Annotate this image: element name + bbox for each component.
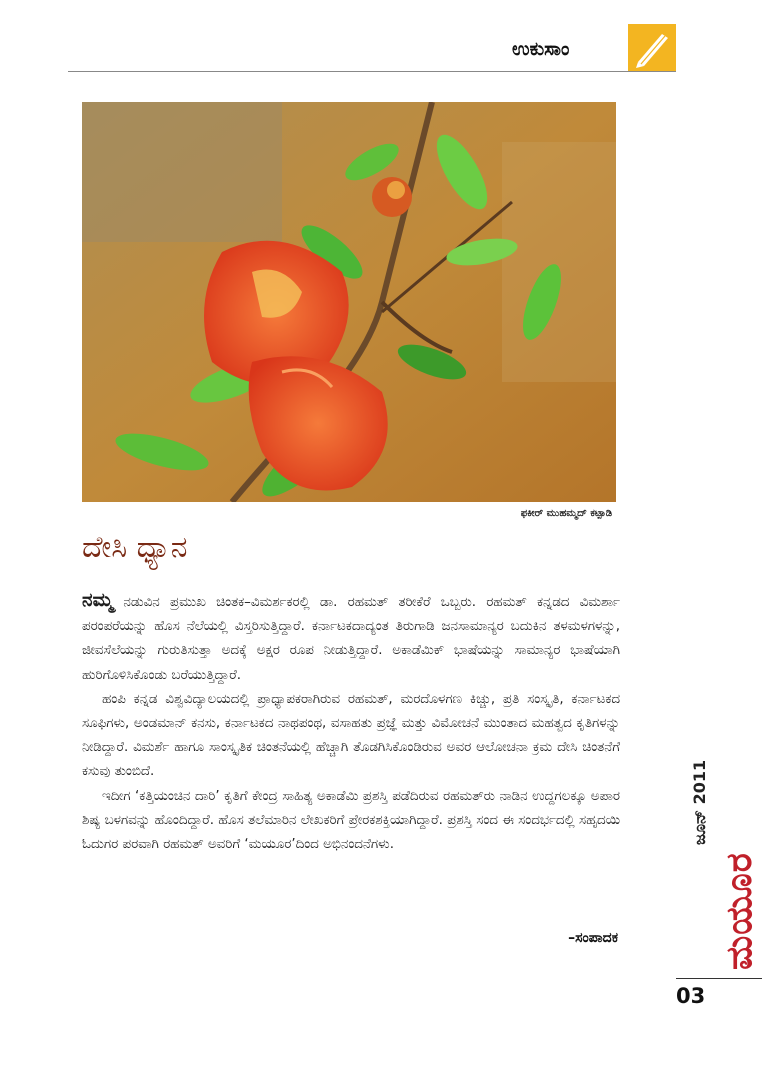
section-label: ಉಕುಸಾಂ	[512, 38, 570, 60]
issue-date: ಜೂನ್ 2011	[690, 759, 709, 845]
sidebar-rule	[676, 978, 762, 979]
photo-credit: ಫಕೀರ್ ಮುಹಮ್ಮದ್ ಕಟ್ಪಾಡಿ	[520, 508, 612, 519]
magazine-name: ಮಯೂರ	[719, 852, 760, 970]
article-body	[82, 588, 620, 857]
editor-signature: –ಸಂಪಾದಕ	[568, 930, 618, 946]
paragraph-1-text: ನಡುವಿನ ಪ್ರಮುಖ ಚಿಂತಕ–ವಿಮರ್ಶಕರಲ್ಲಿ ಡಾ. ರಹಮತ್ ತರೀಕೆರೆ ಒಬ್ಬರು. ರಹಮತ್ ಕನ್ನಡದ ವಿಮರ್ಶಾ ಪರಂಪರೆಯನ್ನು ಹೊಸ ನೆಲೆಯಲ್ಲಿ ವಿಸ್ತರಿಸುತ್ತಿದ್ದಾರೆ. ಕರ್ನಾಟಕದಾದ್ಯಂತ ತಿರುಗಾಡಿ ಜನಸಾಮಾನ್ಯರ ಬದುಕಿನ ತಳಮಳಗಳನ್ನು, ಜೀವಸೆಲೆಯನ್ನು ಗುರುತಿಸುತ್ತಾ ಅದಕ್ಕೆ ಅಕ್ಷರ ರೂಪ ನೀಡುತ್ತಿದ್ದಾರೆ. ಅಕಾಡೆಮಿಕ್ ಭಾಷೆಯನ್ನು ಸಾಮಾನ್ಯರ ಭಾಷೆಯಾಗಿ ಹುರಿಗೊಳಿಸಿಕೊಂಡು ಬರೆಯುತ್ತಿದ್ದಾರೆ.	[82, 595, 620, 683]
pen-nib-icon	[628, 24, 676, 72]
page-number: 03	[676, 984, 706, 1008]
paragraph-2: ಹಂಪಿ ಕನ್ನಡ ವಿಶ್ವವಿದ್ಯಾಲಯದಲ್ಲಿ ಪ್ರಾಧ್ಯಾಪಕರಾಗಿರುವ ರಹಮತ್, ಮರದೊಳಗಣ ಕಿಚ್ಚು, ಪ್ರತಿ ಸಂಸ್ಕೃತಿ, ಕರ್ನಾಟಕದ ಸೂಫಿಗಳು, ಅಂಡಮಾನ್ ಕನಸು, ಕರ್ನಾಟಕದ ನಾಥಪಂಥ, ವಸಾಹತು ಪ್ರಜ್ಞೆ ಮತ್ತು ವಿಮೋಚನೆ ಮುಂತಾದ ಮಹತ್ವದ ಕೃತಿಗಳನ್ನು ನೀಡಿದ್ದಾರೆ. ವಿಮರ್ಶೆ ಹಾಗೂ ಸಾಂಸ್ಕೃತಿಕ ಚಿಂತನೆಯಲ್ಲಿ ಹೆಚ್ಚಾಗಿ ತೊಡಗಿಸಿಕೊಂಡಿರುವ ಅವರ ಆಲೋಚನಾ ಕ್ರಮ ದೇಸಿ ಚಿಂತನೆಗೆ ಕಸುವು ತುಂಬಿದೆ.	[82, 691, 620, 780]
paragraph-3: ಇದೀಗ ‘ಕತ್ತಿಯಂಚಿನ ದಾರಿ’ ಕೃತಿಗೆ ಕೇಂದ್ರ ಸಾಹಿತ್ಯ ಅಕಾಡೆಮಿ ಪ್ರಶಸ್ತಿ ಪಡೆದಿರುವ ರಹಮತ್‌ರು ನಾಡಿನ ಉದ್ದಗಲಕ್ಕೂ ಅಪಾರ ಶಿಷ್ಯ ಬಳಗವನ್ನು ಹೊಂದಿದ್ದಾರೆ. ಹೊಸ ತಲೆಮಾರಿನ ಲೇಖಕರಿಗೆ ಪ್ರೇರಕಶಕ್ತಿಯಾಗಿದ್ದಾರೆ. ಪ್ರಶಸ್ತಿ ಸಂದ ಈ ಸಂದರ್ಭದಲ್ಲಿ ಸಹೃದಯಿ ಓದುಗರ ಪರವಾಗಿ ರಹಮತ್ ಅವರಿಗೆ ‘ಮಯೂರ’ದಿಂದ ಅಭಿನಂದನೆಗಳು.	[82, 788, 620, 853]
flower-photo	[82, 102, 616, 502]
lead-word: ನಮ್ಮ	[82, 589, 114, 611]
header-rule	[68, 71, 676, 72]
article-title: ದೇಸಿ ಧ್ಯಾನ	[82, 530, 188, 565]
paragraph-1	[82, 588, 620, 688]
